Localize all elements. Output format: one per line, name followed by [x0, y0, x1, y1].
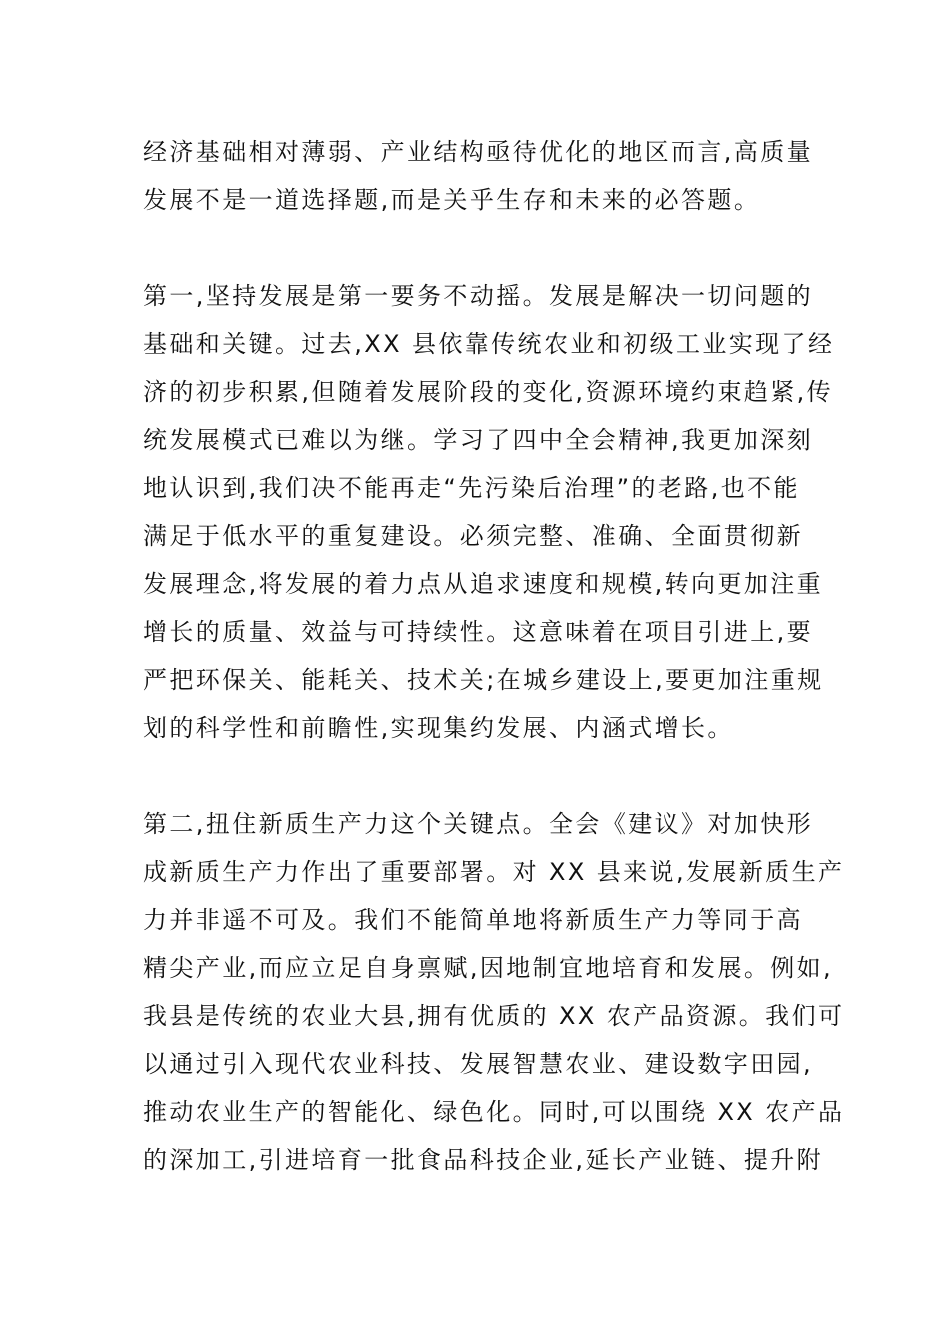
text-line: 统发展模式已难以为继。学习了四中全会精神,我更加深刻 — [143, 426, 814, 454]
text-line: 地认识到,我们决不能再走“先污染后治理”的老路,也不能 — [143, 474, 800, 502]
text-line: 增长的质量、效益与可持续性。这意味着在项目引进上,要 — [143, 618, 814, 646]
text-line: 的深加工,引进培育一批食品科技企业,延长产业链、提升附 — [143, 1146, 824, 1174]
text-line: 力并非遥不可及。我们不能简单地将新质生产力等同于高 — [143, 906, 803, 934]
text-line: 发展理念,将发展的着力点从追求速度和规模,转向更加注重 — [143, 570, 824, 598]
text-line: 严把环保关、能耗关、技术关;在城乡建设上,要更加注重规 — [143, 666, 824, 694]
text-line: 发展不是一道选择题,而是关乎生存和未来的必答题。 — [143, 186, 761, 214]
text-line: 我县是传统的农业大县,拥有优质的 XX 农产品资源。我们可 — [143, 1002, 845, 1030]
text-line: 基础和关键。过去,XX 县依靠传统农业和初级工业实现了经 — [143, 330, 835, 358]
text-line: 精尖产业,而应立足自身禀赋,因地制宜地培育和发展。例如, — [143, 954, 834, 982]
text-line: 成新质生产力作出了重要部署。对 XX 县来说,发展新质生产 — [143, 858, 845, 886]
text-line: 推动农业生产的智能化、绿色化。同时,可以围绕 XX 农产品 — [143, 1098, 845, 1126]
paragraph-point-two — [143, 800, 845, 1184]
text-line: 满足于低水平的重复建设。必须完整、准确、全面贯彻新 — [143, 522, 803, 550]
paragraph-point-one — [143, 272, 835, 752]
text-line: 划的科学性和前瞻性,实现集约发展、内涵式增长。 — [143, 714, 734, 742]
text-line: 济的初步积累,但随着发展阶段的变化,资源环境约束趋紧,传 — [143, 378, 834, 406]
text-line: 以通过引入现代农业科技、发展智慧农业、建设数字田园, — [143, 1050, 814, 1078]
paragraph-intro-continuation — [143, 128, 813, 224]
document-page — [143, 128, 845, 1232]
text-line: 经济基础相对薄弱、产业结构亟待优化的地区而言,高质量 — [143, 138, 814, 166]
text-line: 第一,坚持发展是第一要务不动摇。发展是解决一切问题的 — [143, 282, 814, 310]
text-line: 第二,扭住新质生产力这个关键点。全会《建议》对加快形 — [143, 810, 814, 838]
